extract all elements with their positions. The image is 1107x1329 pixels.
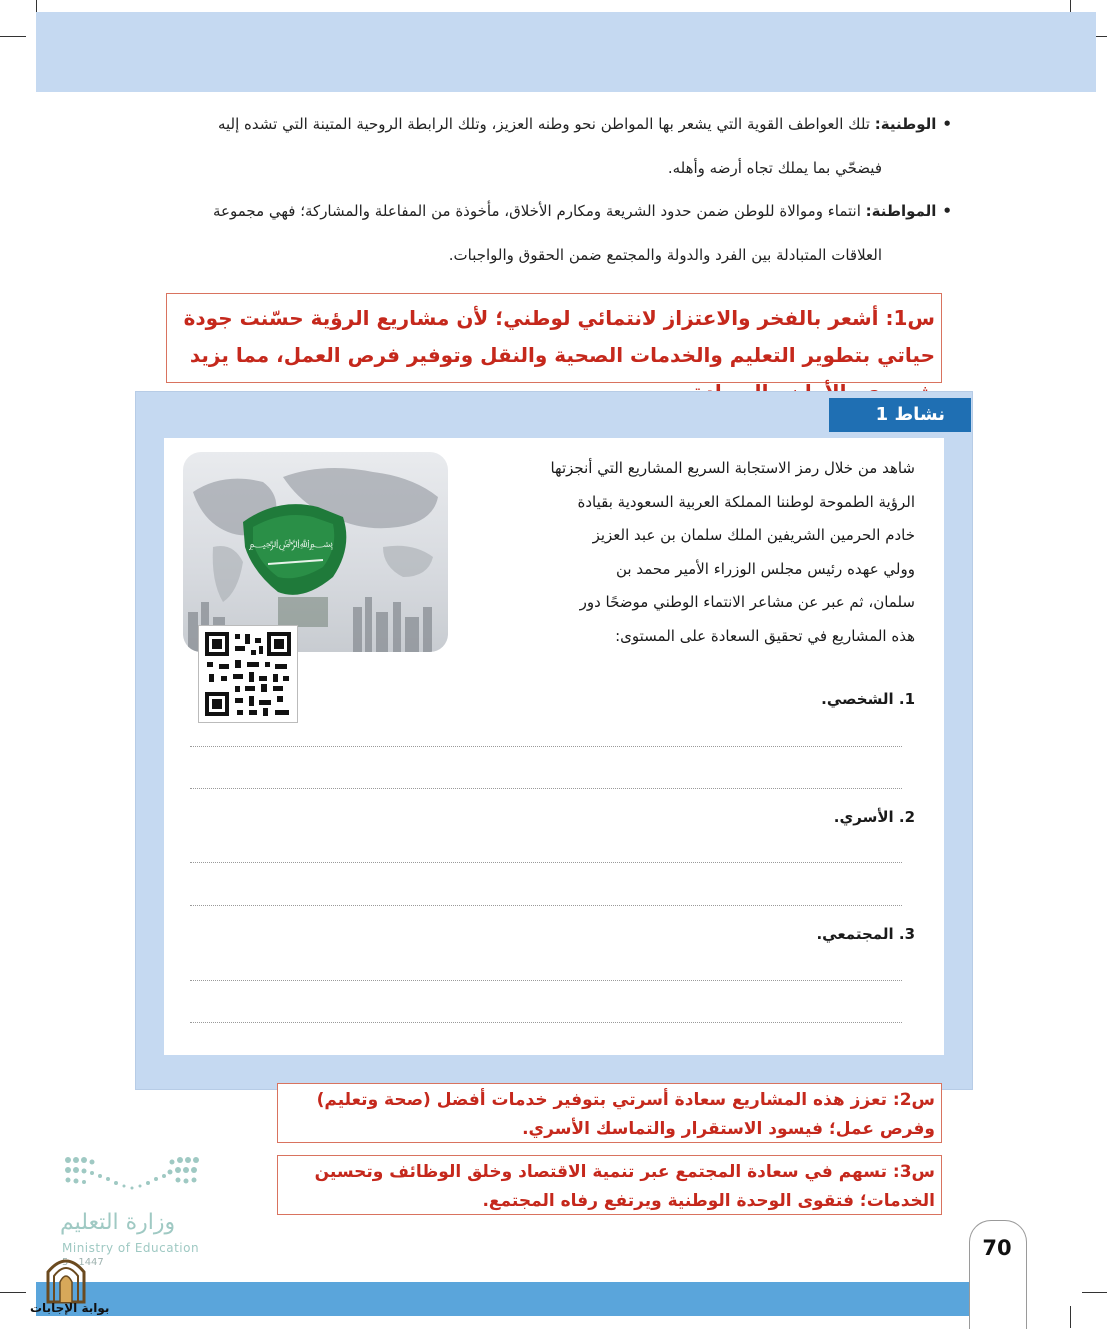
answer-line[interactable] xyxy=(190,905,902,906)
crop-mark xyxy=(1082,1292,1107,1293)
answer-line[interactable] xyxy=(190,788,902,789)
definition-text: فيضحّي بما يملك تجاه أرضه وأهله. xyxy=(667,159,882,177)
answer-box-q2 xyxy=(277,1083,942,1143)
item-community: 3. المجتمعي. xyxy=(816,925,915,943)
crop-mark xyxy=(1070,1306,1071,1328)
definition-text: العلاقات المتبادلة بين الفرد والدولة والمجتمع ضمن الحقوق والواجبات. xyxy=(448,246,882,264)
answer-text: تسهم في سعادة المجتمع عبر تنمية الاقتصاد وخلق الوظائف وتحسين الخدمات؛ فتقوى الوحدة الوطنية ويرتفع رفاه المجتمع. xyxy=(314,1162,935,1211)
bottom-footer-band xyxy=(36,1282,971,1316)
definition-text: تلك العواطف القوية التي يشعر بها المواطن نحو وطنه العزيز، وتلك الرابطة الروحية المتينة التي تشده إليه xyxy=(217,115,870,133)
activity-line: الرؤية الطموحة لوطننا المملكة العربية السعودية بقيادة xyxy=(577,492,915,511)
answer-box-q1 xyxy=(166,293,942,383)
ministry-name-ar: وزارة التعليم xyxy=(60,1210,176,1235)
answer-label: س1: xyxy=(885,306,935,330)
activity-line: شاهد من خلال رمز الاستجابة السريع المشاريع التي أنجزتها xyxy=(550,459,915,477)
answer-line[interactable] xyxy=(190,862,902,863)
saudi-map-image xyxy=(183,452,448,652)
crop-mark xyxy=(0,1292,26,1293)
activity-line: سلمان، ثم عبر عن مشاعر الانتماء الوطني موضحًا دور xyxy=(579,593,915,611)
answer-box-q3 xyxy=(277,1155,942,1215)
answer-label: س3: xyxy=(892,1162,935,1182)
top-header-band xyxy=(36,12,1096,92)
crop-mark xyxy=(0,36,26,37)
svg-text:﷽: ﷽ xyxy=(248,537,334,550)
definition-watania: •الوطنية: تلك العواطف القوية التي يشعر بها المواطن نحو وطنه العزيز، وتلك الرابطة الروحية المتينة التي تشده إليه فيضحّي بما يملك تجاه أرضه وأهله. xyxy=(132,102,952,190)
activity-instructions xyxy=(469,452,915,653)
definition-term: الوطنية: xyxy=(874,115,937,133)
answer-line[interactable] xyxy=(190,746,902,747)
activity-line: وولي عهده رئيس مجلس الوزراء الأمير محمد بن xyxy=(615,559,915,578)
qr-code[interactable] xyxy=(198,625,298,723)
activity-line: خادم الحرمين الشريفين الملك سلمان بن عبد العزيز xyxy=(592,526,915,544)
answer-text: أشعر بالفخر والاعتزاز لانتمائي لوطني؛ لأن مشاريع الرؤية حسّنت جودة حياتي بتطوير التعليم والخدمات الصحية والنقل وتوفير فرص العمل، مما يزيد xyxy=(183,306,935,367)
answer-text: تعزز هذه المشاريع سعادة أسرتي بتوفير خدمات أفضل (صحة وتعليم) وفرص عمل؛ فيسود الاستقرار والتماسك الأسري. xyxy=(316,1090,935,1139)
item-personal: 1. الشخصي. xyxy=(821,690,915,708)
activity-tab: نشاط 1 xyxy=(829,398,971,432)
answer-label: س2: xyxy=(892,1090,935,1110)
answer-line[interactable] xyxy=(190,1022,902,1023)
answer-line[interactable] xyxy=(190,980,902,981)
definition-muwatana: •المواطنة: انتماء وموالاة للوطن ضمن حدود الشريعة ومكارم الأخلاق، مأخوذة من المفاعلة والمشاركة؛ فهي مجموعة العلاقات المتبادلة بين الفرد والدولة والمجتمع ضمن الحقوق والواجبات. xyxy=(132,189,952,277)
edition-year: 5 - 1447 xyxy=(62,1257,104,1268)
item-family: 2. الأسري. xyxy=(833,808,915,826)
activity-line: هذه المشاريع في تحقيق السعادة على المستوى: xyxy=(615,626,915,645)
definition-text: انتماء وموالاة للوطن ضمن حدود الشريعة ومكارم الأخلاق، مأخوذة من المفاعلة والمشاركة؛ فهي مجموعة xyxy=(212,202,861,220)
crop-mark xyxy=(36,0,37,12)
definition-term: المواطنة: xyxy=(865,202,937,220)
ministry-name-en: Ministry of Education xyxy=(62,1241,200,1255)
page-number: 70 xyxy=(982,1236,1012,1260)
portal-label: بوابة الإجابات xyxy=(30,1301,110,1315)
